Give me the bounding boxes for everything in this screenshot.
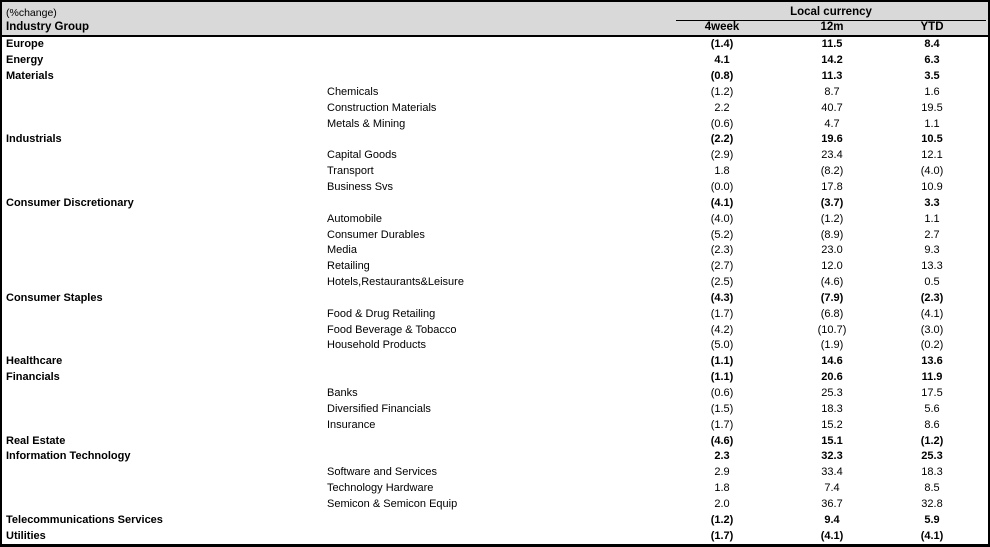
value-ytd: (2.3) [920, 291, 944, 304]
sub-industry-cell: Consumer Durables [327, 228, 425, 241]
industry-group-cell: Financials [6, 371, 60, 384]
table-row [2, 53, 988, 69]
value-ytd: 10.5 [921, 133, 943, 146]
value-4week: (1.2) [710, 513, 734, 526]
table-row [2, 69, 988, 85]
industry-group-cell: Industrials [6, 133, 62, 146]
table-row [2, 449, 988, 465]
sub-industry-cell: Food Beverage & Tobacco [327, 323, 457, 336]
table-row [2, 180, 988, 196]
value-12m: 14.6 [821, 355, 843, 368]
value-4week: (4.0) [710, 212, 734, 225]
value-4week: (0.8) [710, 70, 734, 83]
value-4week: 2.0 [714, 497, 730, 510]
value-ytd: 12.1 [921, 149, 943, 162]
industry-group-cell: Materials [6, 70, 54, 83]
value-12m: 19.6 [821, 133, 843, 146]
value-ytd: 18.3 [921, 466, 943, 479]
value-4week: (5.2) [710, 228, 734, 241]
value-ytd: 13.3 [921, 260, 943, 273]
value-ytd: 25.3 [921, 450, 943, 463]
value-ytd: 8.4 [924, 38, 940, 51]
value-4week: (2.9) [710, 149, 734, 162]
sub-industry-cell: Hotels,Restaurants&Leisure [327, 276, 464, 289]
value-4week: (4.6) [710, 434, 734, 447]
value-12m: 4.7 [824, 117, 840, 130]
industry-group-cell: Information Technology [6, 450, 131, 463]
value-12m: 17.8 [821, 181, 843, 194]
value-12m: 11.3 [821, 70, 843, 83]
sub-industry-cell: Transport [327, 165, 374, 178]
sub-industry-cell: Food & Drug Retailing [327, 307, 436, 320]
value-4week: (5.0) [710, 339, 734, 352]
value-12m: 15.2 [821, 418, 843, 431]
column-header-ytd: YTD [920, 21, 944, 33]
value-ytd: 3.5 [924, 70, 940, 83]
value-12m: 32.3 [821, 450, 843, 463]
sub-industry-cell: Diversified Financials [327, 402, 431, 415]
value-12m: 23.0 [821, 244, 843, 257]
industry-group-cell: Telecommunications Services [6, 513, 163, 526]
value-12m: (10.7) [817, 323, 847, 336]
value-4week: (1.7) [710, 307, 734, 320]
value-12m: (8.9) [820, 228, 844, 241]
value-12m: (7.9) [820, 291, 844, 304]
value-12m: 14.2 [821, 54, 843, 67]
header-row-columns [2, 19, 988, 35]
value-12m: (3.7) [820, 196, 844, 209]
value-12m: 36.7 [821, 497, 843, 510]
value-ytd: (0.2) [920, 339, 944, 352]
value-12m: 25.3 [821, 386, 843, 399]
value-4week: 2.9 [714, 466, 730, 479]
table-row [2, 132, 988, 148]
value-4week: (0.0) [710, 181, 734, 194]
column-header-4week: 4week [704, 21, 740, 33]
sub-industry-cell: Metals & Mining [327, 117, 406, 130]
value-ytd: 3.3 [924, 196, 940, 209]
industry-group-cell: Consumer Staples [6, 291, 103, 304]
table-row [2, 370, 988, 386]
value-12m: (4.6) [820, 276, 844, 289]
value-ytd: (3.0) [920, 323, 944, 336]
value-4week: 1.8 [714, 165, 730, 178]
sub-industry-cell: Software and Services [327, 466, 438, 479]
sub-industry-cell: Capital Goods [327, 149, 397, 162]
table-body [2, 37, 988, 544]
value-ytd: 8.5 [924, 482, 940, 495]
table-row [2, 401, 988, 417]
value-4week: (1.1) [710, 371, 734, 384]
table-row [2, 259, 988, 275]
value-ytd: 9.3 [924, 244, 940, 257]
table-row [2, 417, 988, 433]
value-12m: (4.1) [820, 529, 844, 542]
value-ytd: 2.7 [924, 228, 940, 241]
local-currency-label: Local currency [790, 6, 872, 18]
value-12m: 15.1 [821, 434, 843, 447]
sub-industry-cell: Technology Hardware [327, 482, 434, 495]
sub-industry-cell: Household Products [327, 339, 427, 352]
table-row [2, 291, 988, 307]
value-4week: 4.1 [714, 54, 730, 67]
value-12m: 23.4 [821, 149, 843, 162]
value-12m: 40.7 [821, 101, 843, 114]
value-12m: 8.7 [824, 85, 840, 98]
value-ytd: 1.1 [924, 117, 940, 130]
value-4week: 1.8 [714, 482, 730, 495]
sub-industry-cell: Business Svs [327, 181, 394, 194]
table-row [2, 481, 988, 497]
value-4week: (4.3) [710, 291, 734, 304]
table-row [2, 85, 988, 101]
table-row [2, 37, 988, 53]
table-row [2, 322, 988, 338]
value-4week: (1.5) [710, 402, 734, 415]
table-row [2, 211, 988, 227]
value-ytd: 5.9 [924, 513, 940, 526]
value-4week: (2.2) [710, 133, 734, 146]
value-ytd: (4.1) [920, 529, 944, 542]
percent-change-label: (%change) [6, 7, 57, 19]
value-ytd: 17.5 [921, 386, 943, 399]
value-ytd: 6.3 [924, 54, 940, 67]
table-row [2, 116, 988, 132]
table-row [2, 433, 988, 449]
table-row [2, 338, 988, 354]
value-ytd: 11.9 [921, 371, 943, 384]
value-ytd: 5.6 [924, 402, 940, 415]
value-ytd: (4.1) [920, 307, 944, 320]
sub-industry-cell: Construction Materials [327, 101, 437, 114]
value-4week: (4.2) [710, 323, 734, 336]
value-4week: (1.2) [710, 85, 734, 98]
value-12m: 12.0 [821, 260, 843, 273]
value-4week: (2.3) [710, 244, 734, 257]
table-row [2, 243, 988, 259]
table-row [2, 465, 988, 481]
value-4week: (2.5) [710, 276, 734, 289]
value-4week: (0.6) [710, 117, 734, 130]
value-ytd: 13.6 [921, 355, 943, 368]
value-4week: (1.7) [710, 418, 734, 431]
value-4week: 2.3 [714, 450, 730, 463]
sub-industry-cell: Retailing [327, 260, 370, 273]
value-12m: 9.4 [824, 513, 840, 526]
value-12m: (8.2) [820, 165, 844, 178]
table-row [2, 195, 988, 211]
value-ytd: (4.0) [920, 165, 944, 178]
value-4week: (0.6) [710, 386, 734, 399]
industry-group-cell: Utilities [6, 529, 46, 542]
value-12m: 20.6 [821, 371, 843, 384]
value-12m: (1.9) [820, 339, 844, 352]
sub-industry-cell: Media [327, 244, 357, 257]
table-row [2, 354, 988, 370]
table-header [2, 2, 988, 37]
table-row [2, 496, 988, 512]
table-row [2, 306, 988, 322]
sub-industry-cell: Banks [327, 386, 358, 399]
value-ytd: 0.5 [924, 276, 940, 289]
column-header-12m: 12m [820, 21, 844, 33]
value-4week: (1.7) [710, 529, 734, 542]
industry-group-cell: Europe [6, 38, 44, 51]
value-12m: 18.3 [821, 402, 843, 415]
industry-group-cell: Consumer Discretionary [6, 196, 134, 209]
value-ytd: 8.6 [924, 418, 940, 431]
industry-group-cell: Healthcare [6, 355, 63, 368]
value-12m: 11.5 [821, 38, 843, 51]
value-12m: 33.4 [821, 466, 843, 479]
value-12m: (1.2) [820, 212, 844, 225]
industry-group-cell: Energy [6, 54, 44, 67]
sub-industry-cell: Chemicals [327, 85, 379, 98]
value-ytd: 1.6 [924, 85, 940, 98]
table-row [2, 512, 988, 528]
value-12m: 7.4 [824, 482, 840, 495]
table-row [2, 386, 988, 402]
value-4week: (1.4) [710, 38, 734, 51]
value-4week: (4.1) [710, 196, 734, 209]
value-4week: (1.1) [710, 355, 734, 368]
table-row [2, 227, 988, 243]
table-row [2, 148, 988, 164]
header-row-top [2, 2, 988, 19]
value-ytd: 10.9 [921, 181, 943, 194]
value-12m: (6.8) [820, 307, 844, 320]
table-row [2, 100, 988, 116]
sub-industry-cell: Automobile [327, 212, 383, 225]
value-4week: (2.7) [710, 260, 734, 273]
sub-industry-cell: Insurance [327, 418, 376, 431]
value-ytd: 19.5 [921, 101, 943, 114]
value-ytd: 1.1 [924, 212, 940, 225]
table-row [2, 275, 988, 291]
table-row [2, 528, 988, 544]
value-4week: 2.2 [714, 101, 730, 114]
value-ytd: (1.2) [920, 434, 944, 447]
local-currency-group-header [676, 2, 986, 21]
table-row [2, 164, 988, 180]
value-ytd: 32.8 [921, 497, 943, 510]
industry-group-column-header: Industry Group [6, 21, 90, 33]
sub-industry-cell: Semicon & Semicon Equip [327, 497, 458, 510]
industry-group-cell: Real Estate [6, 434, 66, 447]
